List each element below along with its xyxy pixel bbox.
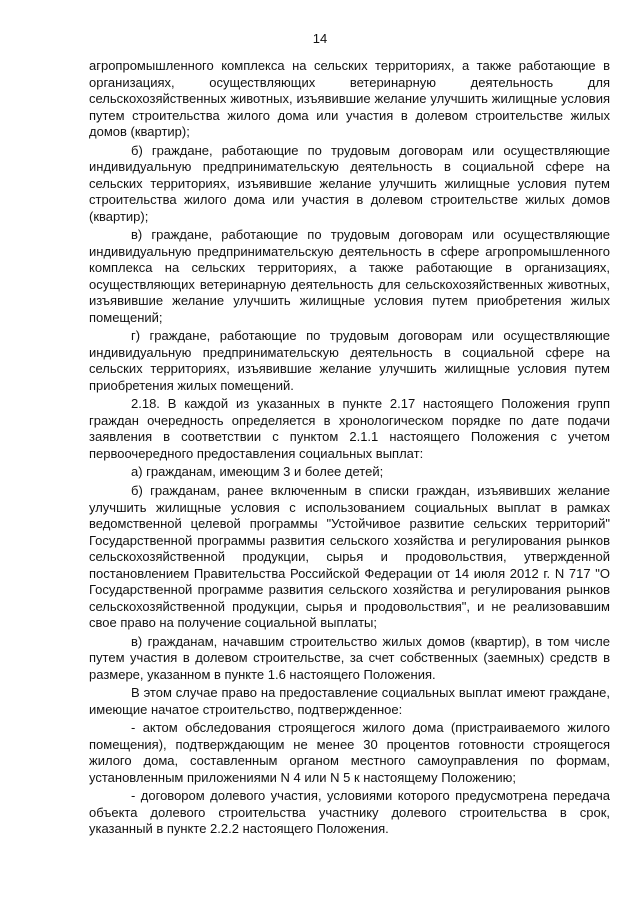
paragraph-continuation: агропромышленного комплекса на сельских территориях, а также работающие в организациях, осуществляющих ветеринарную деятельность для сельскохозяйственных животных, изъявившие желание улучшить жилищные условия путем строительства жилого дома или участия в долевом строительстве жилых домов (квартир); xyxy=(89,58,610,139)
paragraph-priority-b: б) гражданам, ранее включенным в списки граждан, изъявивших желание улучшить жилищные условия с использованием социальных выплат в рамках ведомственной целевой программы "Устойчивое развитие сельских территорий" Государственной программы развития сельского хозяйства и регулирования рынков сельскохозяйственной продукции, сырья и продовольствия, утвержденной постановлением Правительства Российской Федерации от 14 июля 2012 г. N 717 "О Государственной программе развития сельского хозяйства и регулирования рынков сельскохозяйственной продукции, сырья и продовольствия", и не реализовавшим свое право на получение социальной выплаты; xyxy=(89,483,610,631)
paragraph-dash-shared-contract: - договором долевого участия, условиями которого предусмотрена передача объекта долевого строительства участнику долевого строительства в срок, указанный в пункте 2.2.2 настоящего Положения. xyxy=(89,788,610,837)
paragraph-dash-inspection-act: - актом обследования строящегося жилого дома (пристраиваемого жилого помещения), подтверждающим не менее 30 процентов готовности строящегося жилого дома, составленным органом местного самоуправления по формам, установленным приложениями N 4 или N 5 к настоящему Положению; xyxy=(89,720,610,785)
paragraph-right-condition: В этом случае право на предоставление социальных выплат имеют граждане, имеющие начатое строительство, подтвержденное: xyxy=(89,685,610,717)
paragraph-priority-a: а) гражданам, имеющим 3 и более детей; xyxy=(131,464,384,480)
document-body xyxy=(89,58,610,840)
paragraph-item-g-purchase: г) граждане, работающие по трудовым договорам или осуществляющие индивидуальную предпринимательскую деятельность в социальной сфере на сельских территориях, изъявившие желание улучшить жилищные условия путем приобретения жилых помещений. xyxy=(89,328,610,393)
paragraph-priority-v: в) гражданам, начавшим строительство жилых домов (квартир), в том числе путем участия в долевом строительстве, за счет собственных (заемных) средств в размере, указанном в пункте 1.6 настоящего Положения. xyxy=(89,633,610,682)
paragraph-item-v-purchase: в) граждане, работающие по трудовым договорам или осуществляющие индивидуальную предпринимательскую деятельность в сфере агропромышленного комплекса на сельских территориях, а также работающие в организациях, осуществляющих ветеринарную деятельность для сельскохозяйственных животных, изъявившие желание улучшить жилищные условия путем приобретения жилых помещений; xyxy=(89,227,610,325)
paragraph-item-b-construction: б) граждане, работающие по трудовым договорам или осуществляющие индивидуальную предпринимательскую деятельность в социальной сфере на сельских территориях, изъявившие желание улучшить жилищные условия путем строительства жилого дома или участия в долевом строительстве жилых домов (квартир); xyxy=(89,142,610,224)
paragraph-clause-2-18: 2.18. В каждой из указанных в пункте 2.17 настоящего Положения групп граждан очередность определяется в хронологическом порядке по дате подачи заявления в соответствии с пунктом 2.1.1 настоящего Положения с учетом первоочередного предоставления социальных выплат: xyxy=(89,396,610,461)
page-number: 14 xyxy=(312,31,328,46)
